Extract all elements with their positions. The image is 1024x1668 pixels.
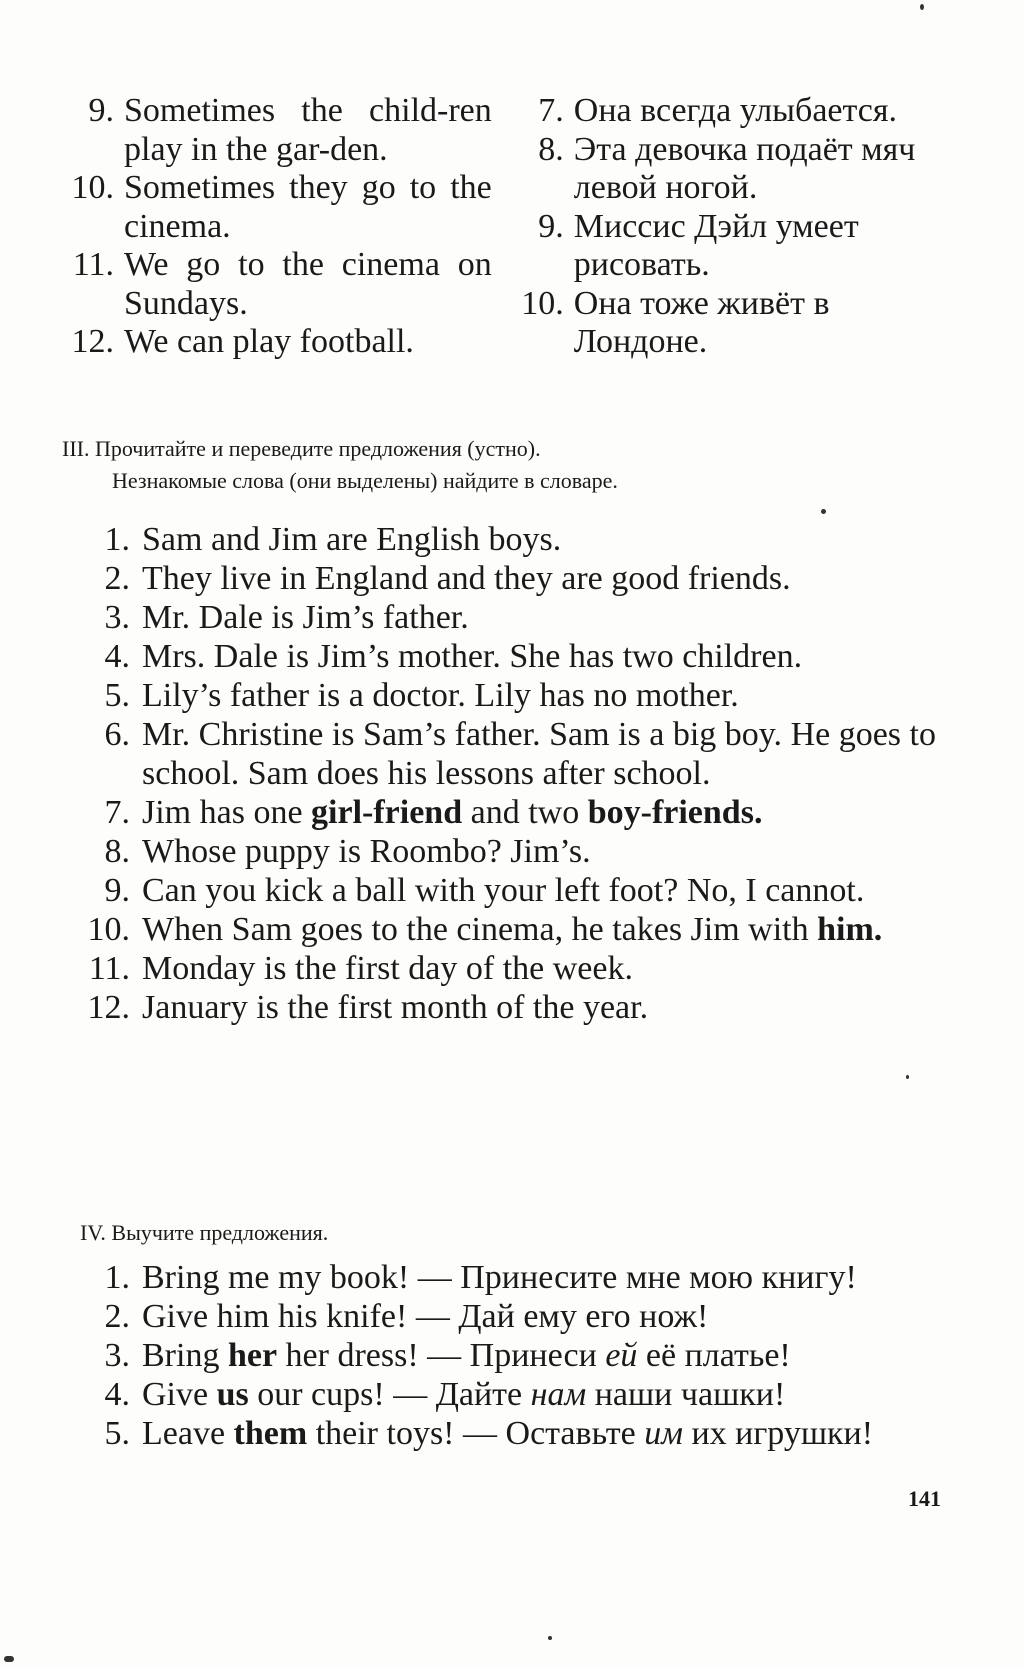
section-3-heading: [62, 433, 922, 497]
item-text: [142, 1336, 936, 1375]
page-number: 141: [908, 1486, 941, 1511]
list-item: [72, 715, 936, 793]
text-run: Mrs. Dale is Jim’s mother. She has two children.: [142, 638, 803, 675]
list-item: [52, 169, 492, 246]
item-number: 1.: [104, 521, 130, 558]
list-item: [512, 285, 932, 362]
text-run: Give him his knife! — Дай ему его нож!: [142, 1298, 709, 1335]
item-text: [142, 793, 936, 832]
scan-speck: [920, 4, 924, 10]
text-run: Can you kick a ball with your left foot? No, I cannot.: [142, 872, 865, 909]
section-number: III.: [62, 436, 90, 461]
text-run: and two: [462, 794, 588, 831]
bold-term: us: [216, 1376, 249, 1413]
item-number: 10.: [521, 284, 564, 322]
list-item: [512, 92, 932, 131]
list-item: [72, 1336, 936, 1375]
list-item: [72, 1297, 936, 1336]
item-text: [142, 715, 936, 793]
section-3-list: [72, 520, 936, 1027]
text-run: her dress! — Принеси: [277, 1337, 606, 1374]
item-number: 5.: [104, 1415, 130, 1452]
list-item: [72, 832, 936, 871]
text-run: Bring me my book! — Принесите мне мою книгу!: [142, 1259, 857, 1296]
item-text: [142, 1297, 936, 1336]
text-run: Whose puppy is Roombo? Jim’s.: [142, 833, 591, 870]
list-item: [72, 637, 936, 676]
text-run: Jim has one: [142, 794, 312, 831]
item-text: Миссис Дэйл умеет рисовать.: [573, 207, 859, 283]
list-item: [72, 1414, 936, 1453]
scan-speck: [906, 1075, 909, 1079]
item-number: 9.: [88, 92, 114, 129]
list-item: [72, 520, 936, 559]
text-run: our cups! — Дайте: [248, 1376, 531, 1413]
item-text: [142, 520, 936, 559]
item-text: Sometimes they go to the cinema.: [124, 169, 492, 245]
item-number: 10.: [71, 169, 114, 206]
item-text: Эта девочка подаёт мяч левой ногой.: [573, 130, 916, 206]
item-text: [142, 949, 936, 988]
item-number: 8.: [538, 130, 564, 168]
item-number: 3.: [104, 1337, 130, 1374]
bold-term: girl-friend: [311, 794, 463, 831]
text-run: её платье!: [637, 1337, 791, 1374]
item-number: 10.: [87, 911, 130, 948]
list-item: [512, 208, 932, 285]
italic-term: нам: [530, 1376, 587, 1413]
list-item: [52, 246, 492, 323]
italic-term: ей: [605, 1337, 638, 1374]
item-text: [142, 559, 936, 598]
item-number: 12.: [71, 323, 114, 360]
item-number: 4.: [104, 1376, 130, 1413]
text-run: Bring: [142, 1337, 228, 1374]
section-4-list: [72, 1258, 936, 1453]
item-text: [142, 676, 936, 715]
text-run: их игрушки!: [682, 1415, 874, 1452]
text-run: Mr. Christine is Sam’s father. Sam is a big boy. He goes to school. Sam does his lessons after school.: [142, 716, 936, 792]
item-number: 3.: [104, 599, 130, 636]
scan-speck: [4, 1656, 14, 1662]
list-item: [72, 988, 936, 1027]
russian-column: [492, 92, 932, 362]
list-item: [72, 949, 936, 988]
item-number: 5.: [104, 677, 130, 714]
bold-term: her: [227, 1337, 278, 1374]
list-item: [72, 793, 936, 832]
item-number: 7.: [104, 794, 130, 831]
list-item: [52, 323, 492, 362]
italic-term: им: [644, 1415, 683, 1452]
item-text: We go to the cinema on Sundays.: [124, 246, 492, 322]
section-4-heading: [80, 1217, 328, 1249]
item-text: Она тоже живёт в Лондоне.: [573, 284, 830, 360]
item-number: 9.: [538, 207, 564, 245]
scan-speck: [548, 1636, 552, 1640]
text-run: They live in England and they are good friends.: [142, 560, 791, 597]
item-number: 2.: [104, 560, 130, 597]
item-number: 4.: [104, 638, 130, 675]
bold-term: them: [233, 1415, 308, 1452]
list-item: [72, 871, 936, 910]
list-item: [72, 598, 936, 637]
item-number: 11.: [72, 246, 114, 283]
list-item: [72, 910, 936, 949]
text-run: When Sam goes to the cinema, he takes Jim with: [142, 911, 818, 948]
section-instruction: Прочитайте и переведите предложения (устно).: [94, 436, 541, 461]
list-item: [72, 559, 936, 598]
section-instruction: Выучите предложения.: [111, 1220, 329, 1245]
item-number: 2.: [104, 1298, 130, 1335]
item-text: Sometimes the child-ren play in the gar-den.: [124, 92, 492, 168]
item-text: We can play football.: [124, 323, 414, 360]
item-text: Она всегда улыбается.: [573, 92, 897, 129]
text-run: наши чашки!: [586, 1376, 786, 1413]
item-text: [142, 1258, 936, 1297]
item-number: 12.: [87, 989, 130, 1026]
item-text: [142, 832, 936, 871]
item-text: [142, 598, 936, 637]
text-run: Give: [142, 1376, 217, 1413]
item-text: [142, 988, 936, 1027]
item-number: 8.: [104, 833, 130, 870]
list-item: [72, 676, 936, 715]
item-number: 6.: [104, 716, 130, 753]
section-instruction-2: Незнакомые слова (они выделены) найдите в словаре.: [112, 468, 618, 493]
bold-term: him.: [817, 911, 883, 948]
bold-term: boy-friends.: [587, 794, 763, 831]
list-item: [72, 1375, 936, 1414]
item-text: [142, 1375, 936, 1414]
list-item: [52, 92, 492, 169]
section-number: IV.: [80, 1220, 106, 1245]
text-run: Sam and Jim are English boys.: [142, 521, 562, 558]
text-run: Lily’s father is a doctor. Lily has no mother.: [142, 677, 739, 714]
item-number: 7.: [538, 92, 564, 129]
list-item: [72, 1258, 936, 1297]
item-number: 1.: [104, 1259, 130, 1296]
item-text: [142, 637, 936, 676]
text-run: Mr. Dale is Jim’s father.: [142, 599, 469, 636]
text-run: Leave: [142, 1415, 234, 1452]
text-run: Monday is the first day of the week.: [142, 950, 633, 987]
text-run: their toys! — Оставьте: [307, 1415, 645, 1452]
text-run: January is the first month of the year.: [142, 989, 649, 1026]
item-text: [142, 910, 936, 949]
item-text: [142, 871, 936, 910]
scan-speck: [821, 509, 826, 514]
english-column: [52, 92, 492, 362]
top-columns: [52, 92, 932, 362]
list-item: [512, 131, 932, 208]
item-text: [142, 1414, 936, 1453]
item-number: 11.: [88, 950, 130, 987]
item-number: 9.: [104, 872, 130, 909]
